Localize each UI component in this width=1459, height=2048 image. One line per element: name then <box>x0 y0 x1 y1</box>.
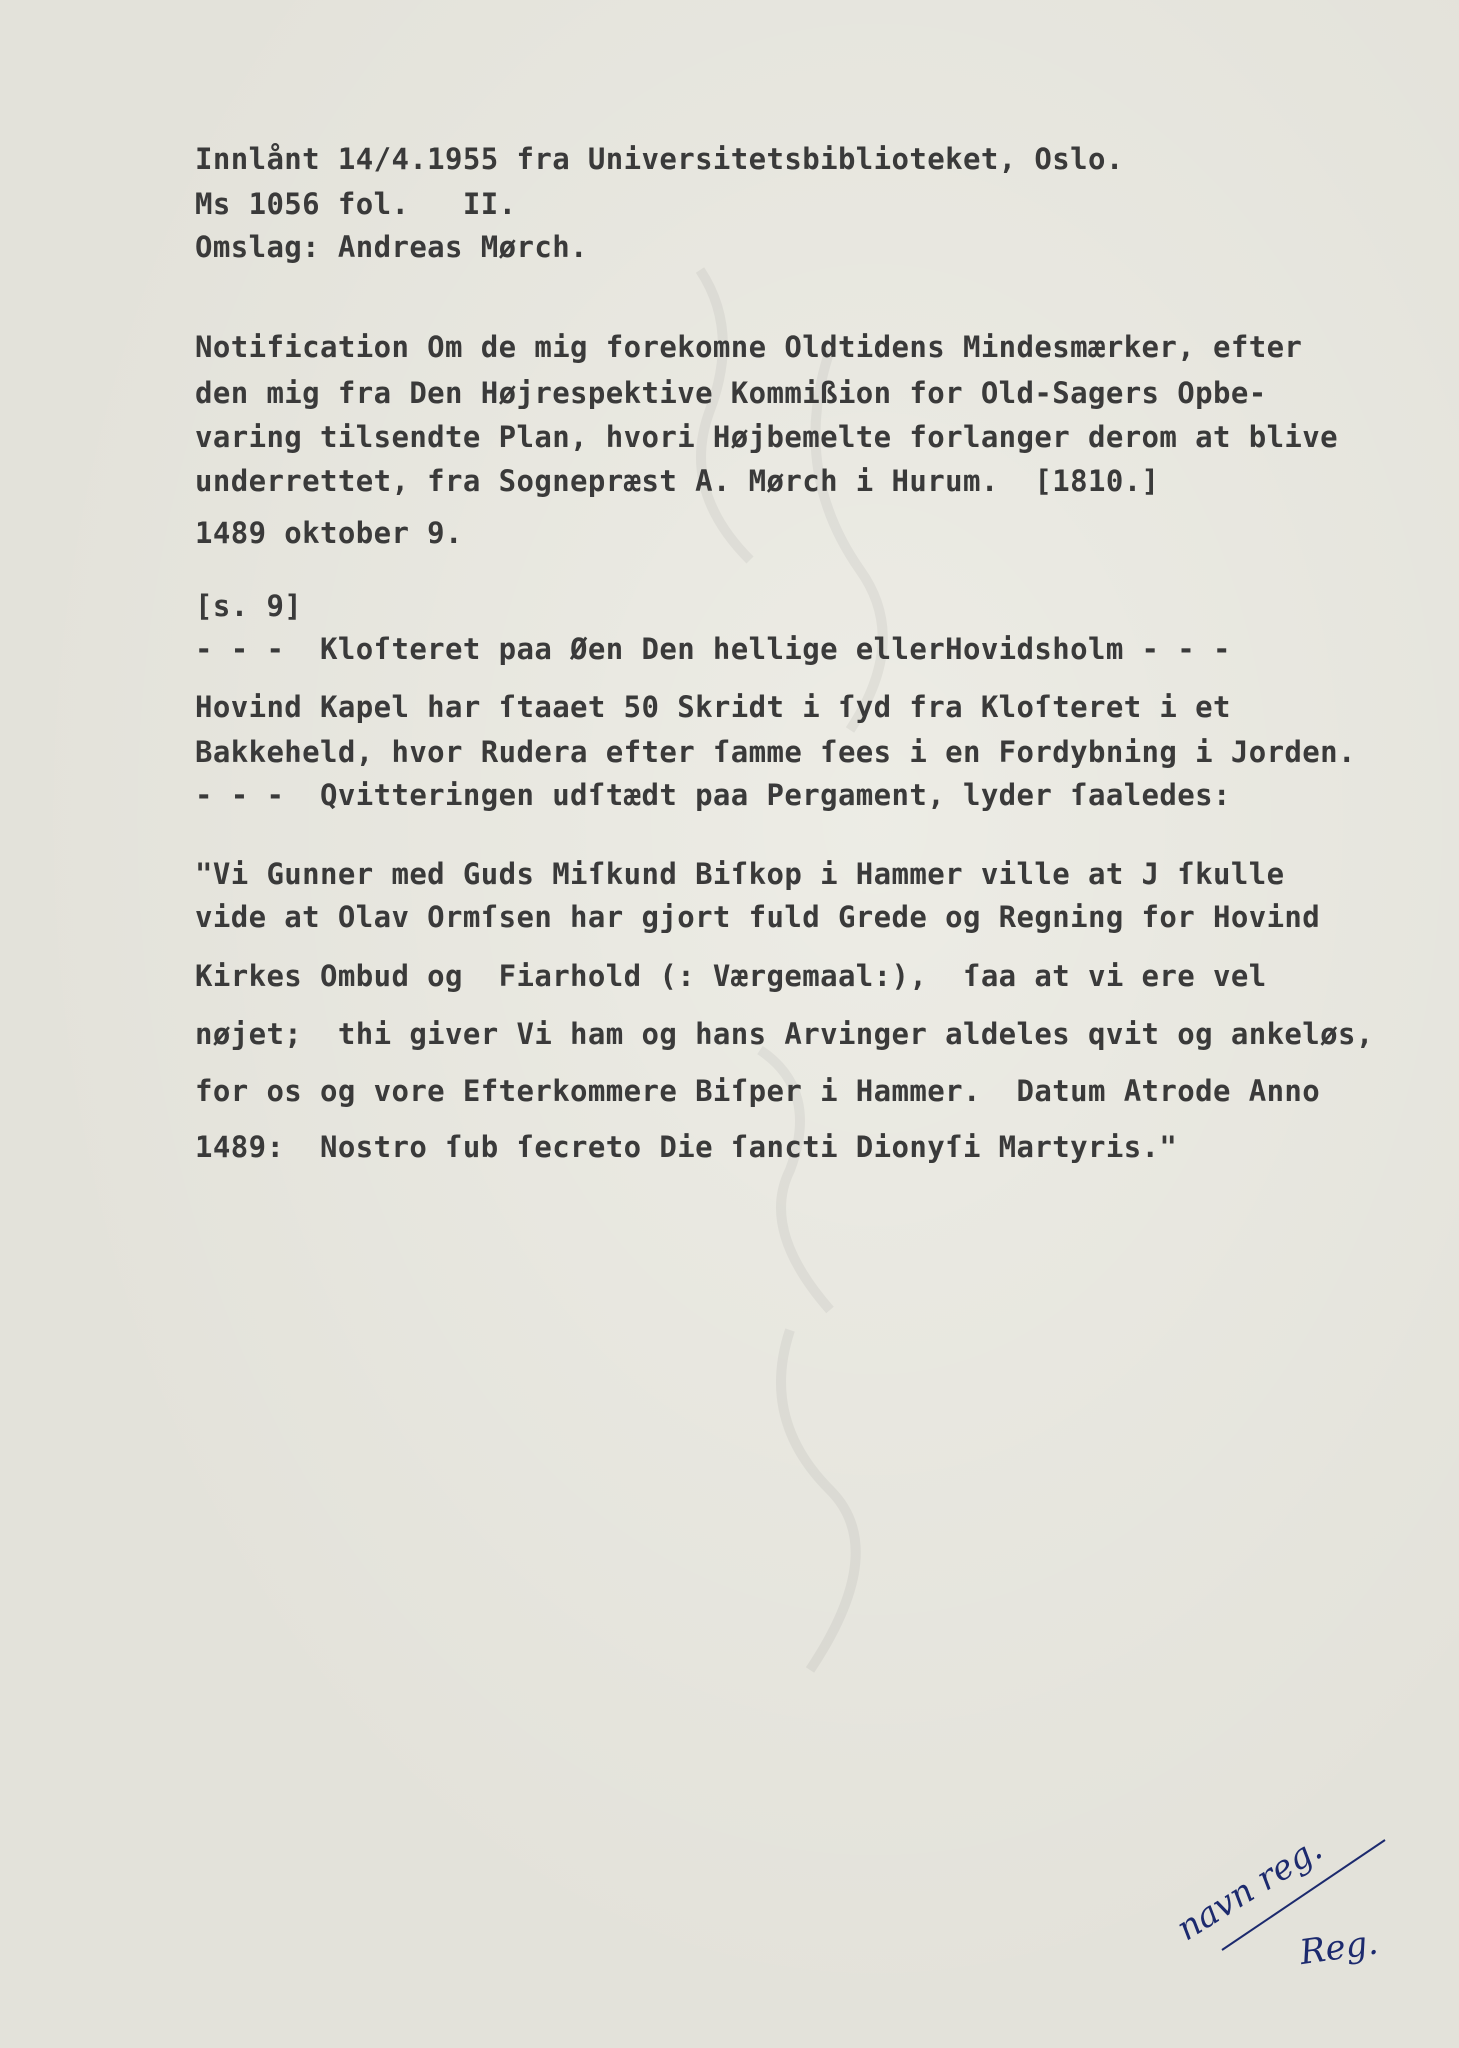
body-line: Hovind Kapel har ſtaaet 50 Skridt i ſyd fra Kloſteret i et <box>195 690 1231 724</box>
notification-line: Notification Om de mig forekomne Oldtidens Mindesmærker, efter <box>195 330 1303 364</box>
quote-line: "Vi Gunner med Guds Miſkund Biſkop i Hammer ville at J ſkulle <box>195 857 1285 891</box>
body-line: - - - Qvitteringen udſtædt paa Pergament, lyder ſaaledes: <box>195 778 1231 812</box>
quote-line: for os og vore Efterkommere Biſper i Hammer. Datum Atrode Anno <box>195 1074 1321 1108</box>
notification-line: underrettet, fra Sognepræst A. Mørch i Hurum. [1810.] <box>195 464 1160 498</box>
annotation-line-2: Reg. <box>1297 1922 1381 1973</box>
notification-line: varing tilsendte Plan, hvori Højbemelte forlanger derom at blive <box>195 420 1339 454</box>
quote-line: nøjet; thi giver Vi ham og hans Arvinger aldeles qvit og ankeløs, <box>195 1017 1374 1051</box>
body-line: - - - Kloſteret paa Øen Den hellige ellerHovidsholm - - - <box>195 632 1231 666</box>
date-line: 1489 oktober 9. <box>195 516 463 550</box>
loan-line: Innlånt 14/4.1955 fra Universitetsbiblioteket, Oslo. <box>195 142 1124 176</box>
handwritten-annotation <box>1170 1800 1410 2000</box>
notification-line: den mig fra Den Højrespektive Kommißion for Old-Sagers Opbe- <box>195 376 1267 410</box>
quote-line: 1489: Nostro ſub ſecreto Die ſancti Dionyſi Martyris." <box>195 1130 1178 1164</box>
cover-line: Omslag: Andreas Mørch. <box>195 230 588 264</box>
page-reference: [s. 9] <box>195 589 303 623</box>
manuscript-ref: Ms 1056 fol. II. <box>195 187 517 221</box>
annotation-line-1: navn reg. <box>1170 1828 1330 1949</box>
body-line: Bakkeheld, hvor Rudera efter ſamme ſees i en Fordybning i Jorden. <box>195 735 1356 769</box>
quote-line: Kirkes Ombud og Fiarhold (: Værgemaal:), ſaa at vi ere vel <box>195 959 1267 993</box>
quote-line: vide at Olav Ormſsen har gjort fuld Grede og Regning for Hovind <box>195 900 1321 934</box>
